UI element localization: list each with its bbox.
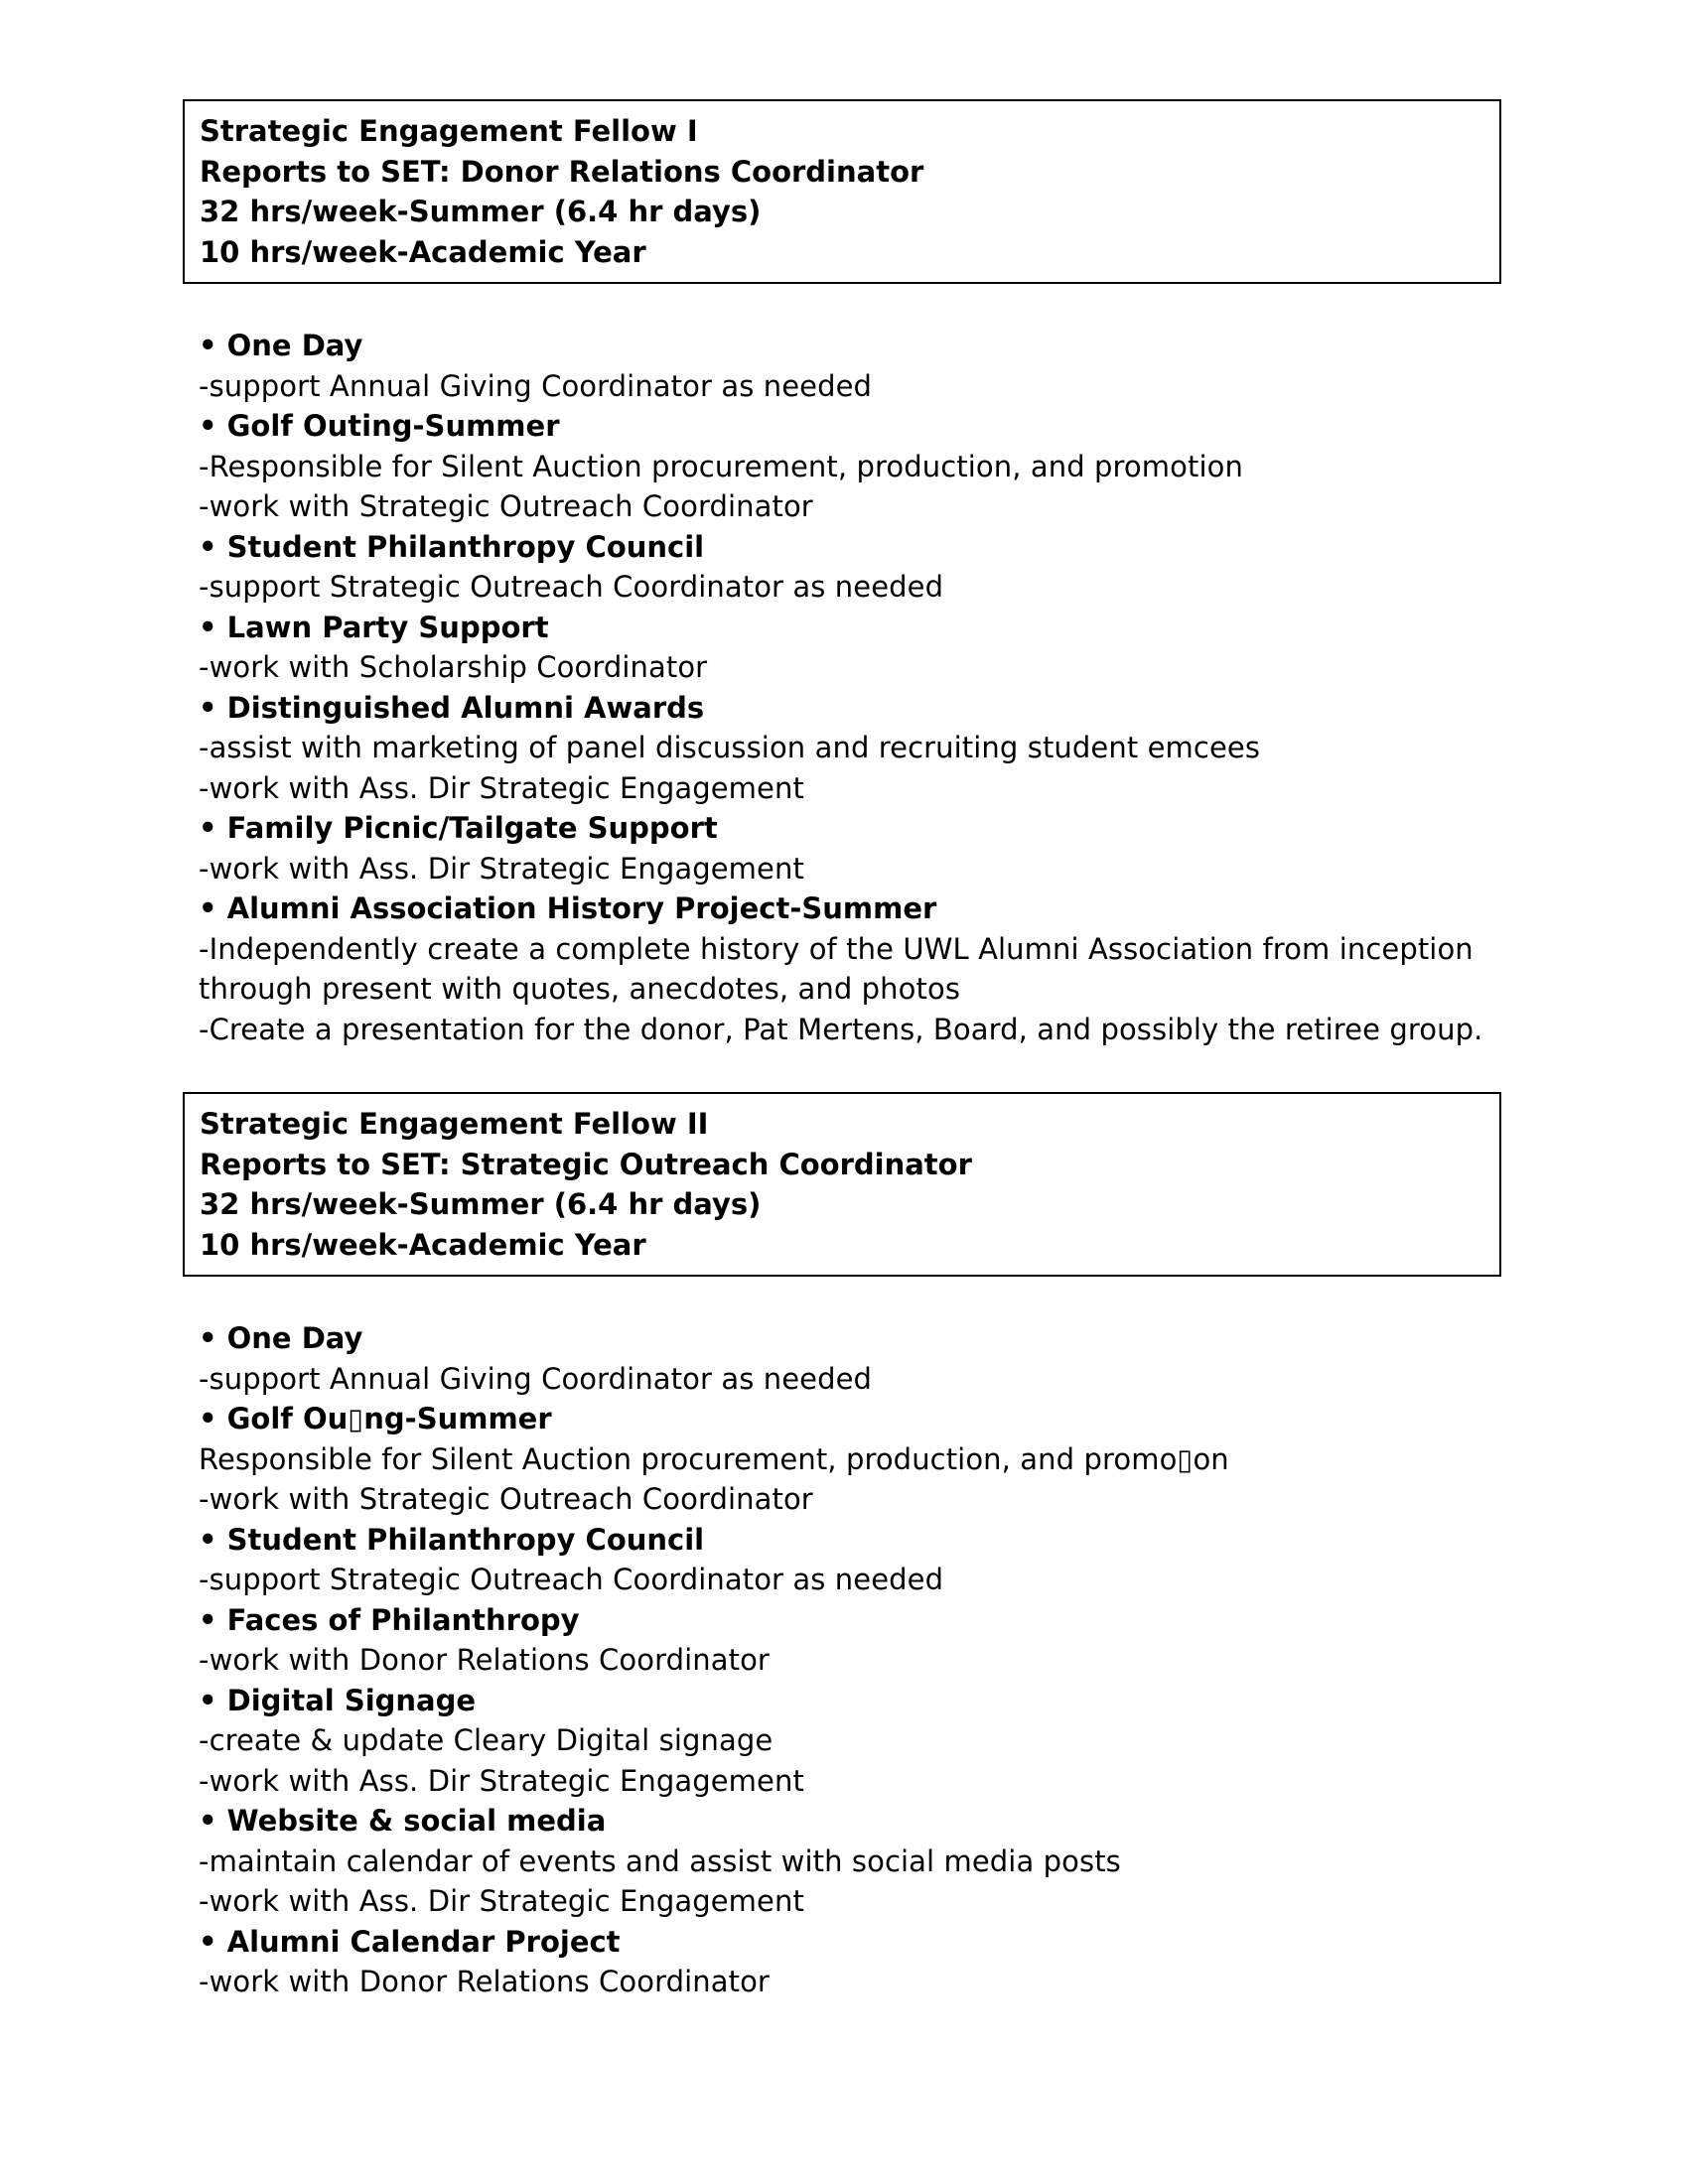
duty-item — [199, 1318, 1489, 1399]
fellow2-summer-hours: 32 hrs/week-Summer (6.4 hr days) — [200, 1187, 762, 1221]
duty-description: -work with Ass. Dir Strategic Engagement — [199, 770, 804, 805]
fellow2-header-box — [183, 1092, 1501, 1277]
duty-item — [199, 1801, 1489, 1922]
duty-title: • Golf Outing-Summer — [199, 409, 560, 443]
duty-title: • Alumni Association History Project-Summer — [199, 891, 937, 925]
duty-item — [199, 888, 1489, 1049]
duty-item — [199, 326, 1489, 406]
duty-title: • Student Philanthropy Council — [199, 1522, 705, 1557]
duty-item — [199, 1681, 1489, 1802]
duty-description: -work with Strategic Outreach Coordinator — [199, 489, 813, 523]
duty-title: • Family Picnic/Tailgate Support — [199, 811, 718, 845]
duty-title: • Digital Signage — [199, 1683, 477, 1717]
duty-title: • One Day — [199, 329, 363, 362]
duty-description: -work with Ass. Dir Strategic Engagement — [199, 1763, 804, 1798]
duty-item — [199, 608, 1489, 688]
duty-title: • Golf Ou▯ng-Summer — [199, 1402, 552, 1435]
duty-description: -maintain calendar of events and assist with social media posts — [199, 1843, 1121, 1878]
duty-item — [199, 1399, 1489, 1520]
duty-description: Responsible for Silent Auction procurement, production, and promo▯on — [199, 1441, 1229, 1476]
duty-item — [199, 1600, 1489, 1681]
fellow1-duties — [199, 326, 1489, 1049]
fellow2-title: Strategic Engagement Fellow II — [200, 1107, 709, 1141]
fellow1-title: Strategic Engagement Fellow I — [200, 114, 698, 148]
duty-title: • Website & social media — [199, 1804, 607, 1838]
duty-description: -work with Ass. Dir Strategic Engagement — [199, 1884, 804, 1918]
duty-title: • Student Philanthropy Council — [199, 529, 705, 564]
duty-title: • Lawn Party Support — [199, 610, 549, 644]
duty-description: -support Strategic Outreach Coordinator as needed — [199, 1563, 944, 1596]
fellow1-academic-hours: 10 hrs/week-Academic Year — [200, 234, 646, 269]
duty-description: -assist with marketing of panel discussion and recruiting student emcees — [199, 731, 1261, 764]
duty-title: • Distinguished Alumni Awards — [199, 690, 705, 725]
duty-description: -Create a presentation for the donor, Pat Mertens, Board, and possibly the retiree group. — [199, 1012, 1483, 1046]
duty-item — [199, 808, 1489, 888]
duty-description: -work with Strategic Outreach Coordinator — [199, 1482, 813, 1516]
duty-title: • Faces of Philanthropy — [199, 1602, 580, 1637]
fellow2-reports-to: Reports to SET: Strategic Outreach Coordinator — [200, 1147, 972, 1181]
duty-description: -support Annual Giving Coordinator as needed — [199, 368, 873, 403]
duty-item — [199, 688, 1489, 809]
duty-description: -support Strategic Outreach Coordinator as needed — [199, 570, 944, 604]
duty-item — [199, 1520, 1489, 1600]
duty-description: -support Annual Giving Coordinator as needed — [199, 1361, 873, 1396]
duty-description: -work with Donor Relations Coordinator — [199, 1643, 770, 1677]
duty-description: -Responsible for Silent Auction procurement, production, and promotion — [199, 449, 1243, 483]
duty-title: • One Day — [199, 1321, 363, 1355]
fellow1-summer-hours: 32 hrs/week-Summer (6.4 hr days) — [200, 195, 762, 228]
fellow1-header-box — [183, 99, 1501, 284]
fellow2-duties — [199, 1318, 1489, 2002]
duty-description: -create & update Cleary Digital signage — [199, 1723, 774, 1757]
duty-item — [199, 406, 1489, 527]
fellow2-academic-hours: 10 hrs/week-Academic Year — [200, 1227, 646, 1262]
duty-description: -Independently create a complete history of the UWL Alumni Association from inception through present with quotes, anecdotes, and photos — [199, 931, 1474, 1006]
duty-description: -work with Donor Relations Coordinator — [199, 1965, 770, 1998]
duty-description: -work with Scholarship Coordinator — [199, 650, 708, 684]
duty-item — [199, 1922, 1489, 2002]
duty-item — [199, 527, 1489, 608]
duty-title: • Alumni Calendar Project — [199, 1924, 621, 1959]
duty-description: -work with Ass. Dir Strategic Engagement — [199, 851, 804, 886]
fellow1-reports-to: Reports to SET: Donor Relations Coordinator — [200, 154, 924, 189]
